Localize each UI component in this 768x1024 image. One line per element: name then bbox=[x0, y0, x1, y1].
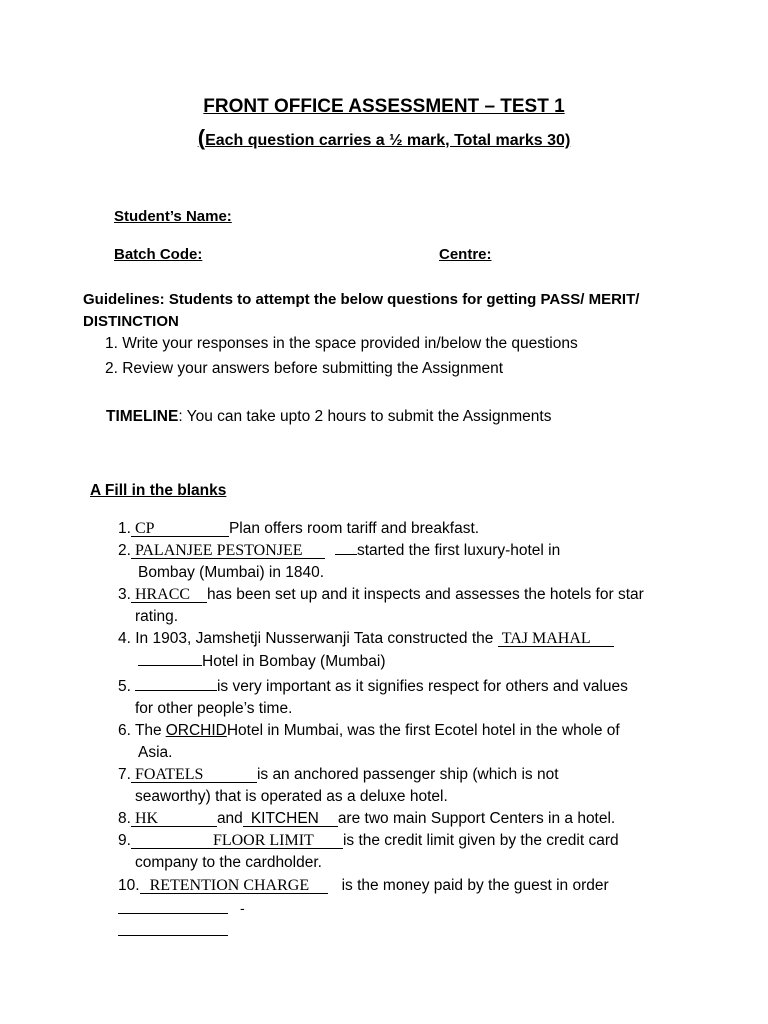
question-number: 7. bbox=[118, 766, 131, 783]
answer-blank: ORCHID bbox=[165, 722, 227, 739]
answer-blank-2: KITCHEN bbox=[243, 811, 338, 827]
question-number: 8. bbox=[118, 810, 131, 827]
answer-blank: HK bbox=[131, 811, 217, 827]
question-text-cont: Hotel in Bombay (Mumbai) bbox=[202, 653, 386, 670]
question-text: Plan offers room tariff and breakfast. bbox=[228, 520, 480, 537]
question-number: 2. bbox=[118, 542, 131, 559]
question-mid: and bbox=[216, 810, 243, 827]
question-1 bbox=[118, 520, 479, 538]
question-pre: The bbox=[134, 722, 162, 739]
question-3 bbox=[118, 586, 644, 604]
trailing-blank bbox=[335, 554, 357, 555]
question-number: 9. bbox=[118, 832, 131, 849]
question-7-cont: seaworthy) that is operated as a deluxe hotel. bbox=[135, 788, 448, 805]
question-4 bbox=[118, 630, 614, 648]
answer-blank: HRACC bbox=[131, 587, 207, 603]
question-number: 5. bbox=[118, 678, 131, 695]
question-8 bbox=[118, 810, 615, 828]
question-text: In 1903, Jamshetji Nusserwanji Tata constructed the bbox=[135, 630, 494, 647]
guideline-item-1: 1. Write your responses in the space provided in/below the questions bbox=[105, 335, 578, 352]
answer-blank: RETENTION CHARGE bbox=[140, 878, 328, 894]
question-2 bbox=[118, 542, 560, 560]
student-name-label: Student’s Name: bbox=[114, 208, 232, 225]
answer-blank bbox=[135, 690, 217, 691]
guidelines-line1: Guidelines: Students to attempt the below questions for getting PASS/ MERIT/ bbox=[83, 291, 640, 308]
guidelines-line2: DISTINCTION bbox=[83, 313, 179, 330]
question-3-cont: rating. bbox=[135, 608, 179, 625]
timeline-text: : You can take upto 2 hours to submit the Assignments bbox=[178, 408, 552, 425]
question-text: started the first luxury-hotel in bbox=[356, 542, 561, 559]
answer-blank: TAJ MAHAL bbox=[498, 631, 614, 647]
timeline-label: TIMELINE bbox=[106, 408, 179, 425]
question-number: 6. bbox=[118, 722, 131, 739]
question-6-cont: Asia. bbox=[138, 744, 173, 761]
answer-line bbox=[118, 935, 228, 936]
page-subtitle bbox=[0, 125, 768, 151]
section-a-heading: A Fill in the blanks bbox=[90, 482, 227, 499]
question-text: are two main Support Centers in a hotel. bbox=[337, 810, 616, 827]
answer-blank: PALANJEE PESTONJEE bbox=[131, 543, 325, 559]
question-text: is very important as it signifies respect for others and values bbox=[216, 678, 628, 695]
answer-dash: - bbox=[240, 900, 245, 916]
subtitle-text: Each question carries a ½ mark, Total marks 30) bbox=[205, 132, 571, 149]
question-9-cont: company to the cardholder. bbox=[135, 854, 322, 871]
question-text: is the money paid by the guest in order bbox=[341, 877, 609, 894]
page-title: FRONT OFFICE ASSESSMENT – TEST 1 bbox=[203, 96, 565, 117]
question-2-cont: Bombay (Mumbai) in 1840. bbox=[138, 564, 325, 581]
answer-line bbox=[118, 913, 228, 914]
question-number: 4. bbox=[118, 630, 131, 647]
question-4-cont bbox=[138, 653, 385, 671]
question-number: 1. bbox=[118, 520, 131, 537]
question-5-cont: for other people’s time. bbox=[135, 700, 293, 717]
question-number: 3. bbox=[118, 586, 131, 603]
question-text: has been set up and it inspects and assesses the hotels for star bbox=[206, 586, 644, 603]
subtitle-paren: ( bbox=[197, 125, 206, 150]
guideline-item-2: 2. Review your answers before submitting the Assignment bbox=[105, 360, 504, 377]
question-5 bbox=[118, 678, 628, 696]
answer-blank-cont bbox=[138, 665, 202, 666]
timeline bbox=[106, 408, 551, 426]
question-text: Hotel in Mumbai, was the first Ecotel hotel in the whole of bbox=[226, 722, 620, 739]
answer-blank: FOATELS bbox=[131, 767, 257, 783]
answer-blank: FLOOR LIMIT bbox=[131, 833, 343, 849]
question-text: is the credit limit given by the credit card bbox=[342, 832, 619, 849]
question-9 bbox=[118, 832, 619, 850]
batch-code-label: Batch Code: bbox=[114, 246, 203, 263]
question-6 bbox=[118, 722, 620, 740]
answer-blank: CP bbox=[131, 521, 229, 537]
question-text: is an anchored passenger ship (which is not bbox=[256, 766, 559, 783]
question-10 bbox=[118, 877, 609, 895]
centre-label: Centre: bbox=[439, 246, 492, 263]
question-number: 10. bbox=[118, 877, 140, 894]
question-7 bbox=[118, 766, 559, 784]
